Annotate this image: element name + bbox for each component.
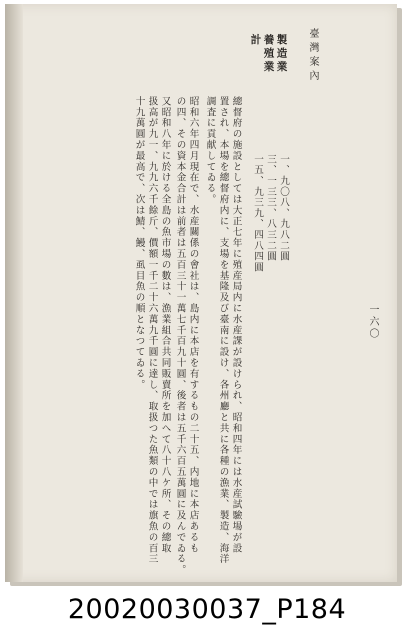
section-label-aquaculture: 養殖業	[262, 34, 275, 75]
catalog-id: 20020030037_P184	[67, 594, 347, 625]
body-column-1: 總督府の施設としては大正七年に殖産局内に水産課が設けられ、昭和四年には水産試驗場が設	[230, 96, 242, 554]
section-amount-manufacturing: 一、九〇八、九八二圓	[278, 154, 289, 262]
body-column-2: 置され、本場を總督府内に、支場を基隆及び臺南に設け、各州廳と共に各種の漁業、製造、海洋	[217, 96, 229, 565]
binding-gutter	[5, 4, 23, 582]
body-column-6: 又昭和八年に於ける全島の魚市場の數は、漁業組合共同販賣所を加へて八十八ケ所、その總取	[159, 96, 171, 554]
section-label-manufacturing: 製造業	[275, 34, 288, 75]
running-header: 臺灣案內	[307, 28, 318, 84]
scanned-page	[5, 4, 397, 582]
section-amount-total: 一五、九三九、四八四圓	[252, 154, 263, 273]
section-amount-aquaculture: 三、一三三、八三二圓	[265, 154, 276, 262]
body-column-8: 十九萬圓が最高で、次は鯖、鰻、虱目魚の順となつてゐる。	[133, 96, 145, 391]
body-column-4: 昭和六年四月現在で、水産關係の會社は、島内に本店を有するもの二十五、内地に本店あるも	[187, 96, 199, 554]
body-column-3: 調査に貢献してゐる。	[204, 96, 216, 205]
page-number: 一六〇	[367, 304, 378, 340]
section-label-total: 計	[249, 34, 262, 48]
body-column-5: の四、その資本金合計は前者は五百三十一萬七千百九十圓、後者は五千六百五萬圓に及んでゐる。	[174, 96, 186, 576]
body-column-7: 扱高が九一、九九六千餘斤、價額一千二十六萬九千圓に達し、取扱つた魚類の中では旗魚の百三	[146, 96, 158, 565]
